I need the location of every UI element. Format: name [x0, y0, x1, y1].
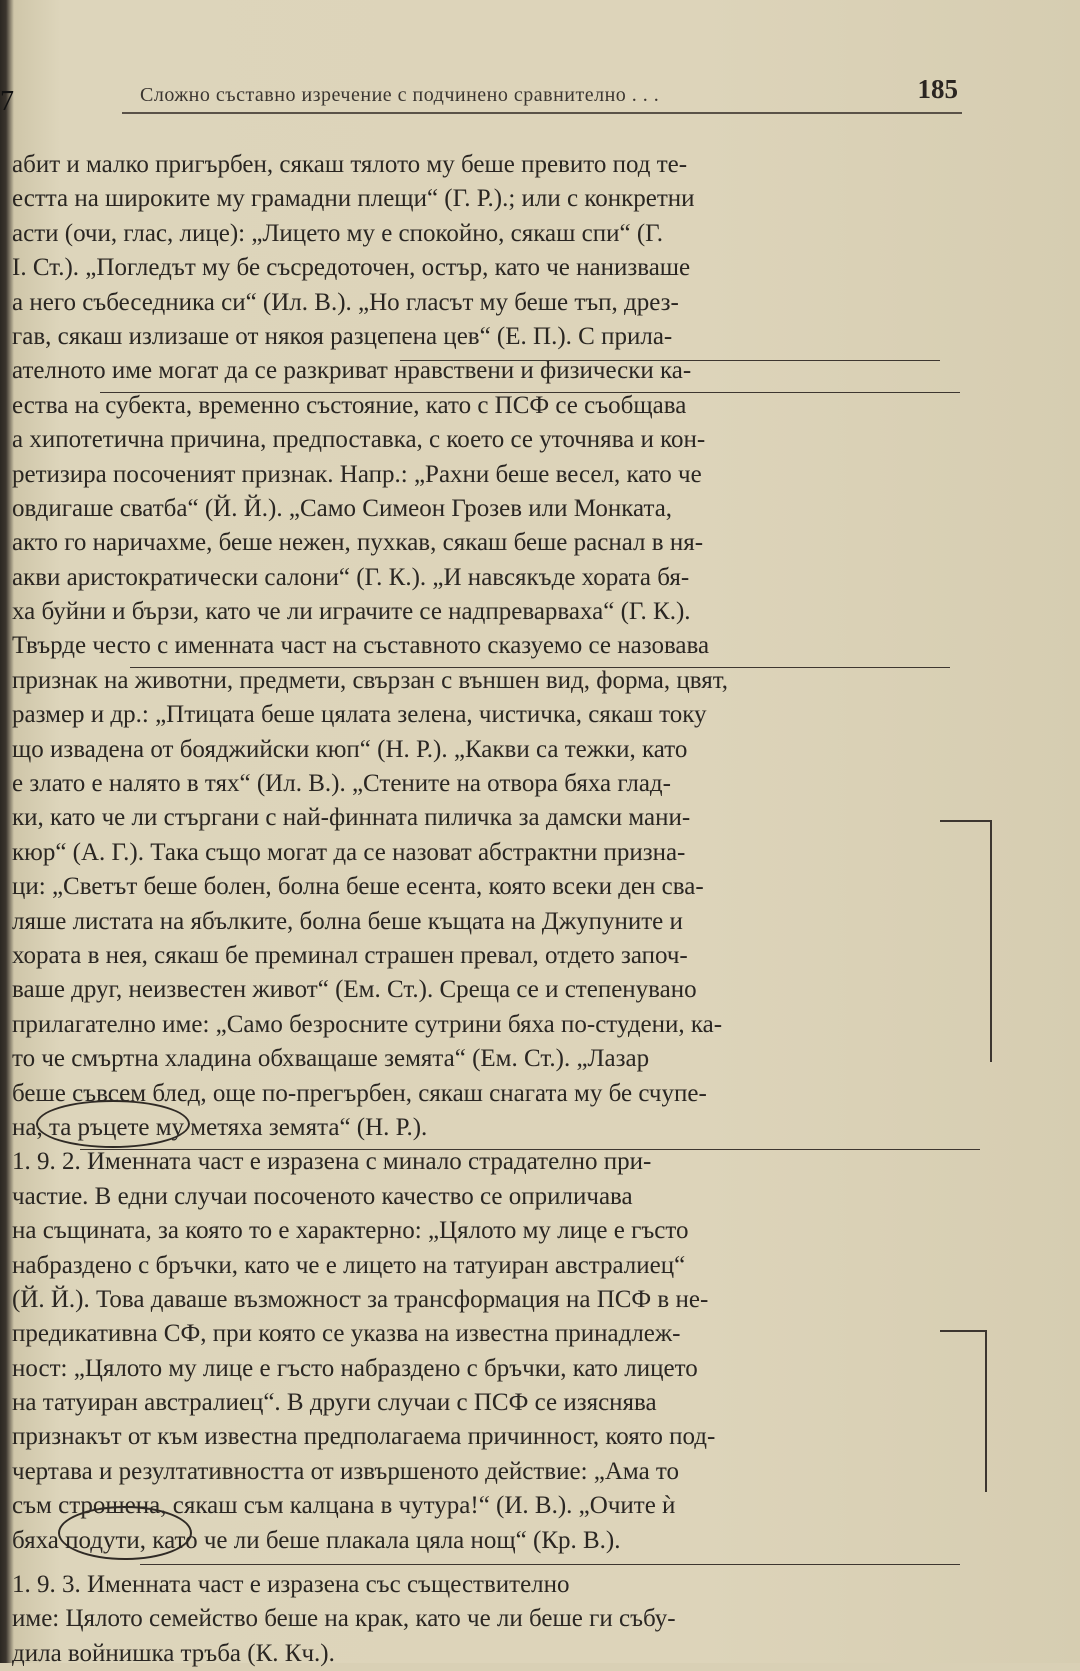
- text-line: е злато е налято в тях“ (Ил. В.). „Стените на отвора бяха глад-: [12, 770, 671, 798]
- running-title: Сложно съставно изречение с подчинено сравнително . . .: [140, 84, 660, 106]
- pencil-bracket-1: [940, 820, 992, 1062]
- text-line: предикативна СФ, при която се указва на известна принадлеж-: [12, 1320, 681, 1348]
- text-line: а хипотетична причина, предпоставка, с което се уточнява и кон-: [12, 426, 706, 454]
- text-line: признакът от към известна предполагаема причинност, която под-: [12, 1423, 716, 1451]
- text-line: а него събеседника си“ (Ил. В.). „Но гласът му беше тъп, дрез-: [12, 288, 679, 316]
- text-line: съм строшена, сякаш съм калцана в чутура!“ (И. В.). „Очите ѝ: [12, 1492, 676, 1520]
- spine-margin-mark: 7: [0, 86, 14, 117]
- text-line: то че смъртна хладина обхващаше земята“ (Ем. Ст.). „Лазар: [12, 1045, 650, 1073]
- text-line: асти (очи, глас, лице): „Лицето му е спокойно, сякаш спи“ (Г.: [12, 219, 664, 247]
- text-line: признак на животни, предмети, свързан с външен вид, форма, цвят,: [12, 666, 728, 694]
- text-line: що извадена от бояджийски кюп“ (Н. Р.). „Какви са тежки, като: [12, 735, 688, 763]
- page-number: 185: [917, 74, 958, 104]
- text-line: Твърде често с именната част на съставното сказуемо се назовава: [12, 632, 710, 660]
- text-line: ност: „Цялото му лице е гъсто набраздено с бръчки, като лицето: [12, 1354, 698, 1382]
- text-line: ваше друг, неизвестен живот“ (Ем. Ст.). Среща се и степенувано: [12, 976, 697, 1004]
- text-line: гав, сякаш излизаше от някоя разцепена цев“ (Е. П.). С прила-: [12, 322, 673, 350]
- pencil-circle-1-9-2: [36, 1100, 190, 1148]
- text-line: ретизира посоченият признак. Напр.: „Рахни беше весел, като че: [12, 460, 702, 488]
- text-line: кюр“ (А. Г.). Така също могат да се назоват абстрактни призна-: [12, 838, 686, 866]
- text-line: I. Ст.). „Погледът му бе съсредоточен, остър, като че нанизваше: [12, 254, 691, 282]
- pencil-underline: [100, 392, 960, 393]
- text-line: набраздено с бръчки, като че е лицето на татуиран австралиец“: [12, 1251, 686, 1279]
- text-line: прилагателно име: „Само безросните сутрини бяха по-студени, ка-: [12, 1010, 723, 1038]
- pencil-underline: [140, 1564, 960, 1565]
- text-line: ха буйни и бързи, като че ли играчите се надпреварваха“ (Г. К.).: [12, 598, 691, 626]
- text-line: на татуиран австралиец“. В други случаи с ПСФ се изяснява: [12, 1389, 657, 1417]
- pencil-underline: [80, 1149, 980, 1150]
- body-text: [12, 148, 978, 1671]
- text-line: размер и др.: „Птицата беше цялата зелена, чистичка, сякаш току: [12, 701, 707, 729]
- text-line: абит и малко пригърбен, сякаш тялото му беше превито под те-: [12, 151, 688, 178]
- text-line: бяха подути, като че ли беше плакала цяла нощ“ (Кр. В.).: [12, 1526, 621, 1554]
- text-line: ателното име могат да се разкриват нравствени и физически ка-: [12, 357, 692, 385]
- text-line: хората в нея, сякаш бе преминал страшен превал, отдето започ-: [12, 941, 688, 969]
- pencil-underline: [130, 667, 950, 668]
- section-heading-1-9-3: 1. 9. 3. Именната част е изразена със съществително: [12, 1571, 570, 1599]
- text-line: овдигаше сватба“ (Й. Й.). „Само Симеон Грозев или Монката,: [12, 494, 673, 522]
- text-line: ляше листата на ябълките, болна беше къщата на Джупуните и: [12, 907, 683, 935]
- text-line: ества на субекта, временно състояние, като с ПСФ се съобщава: [12, 391, 687, 419]
- page-header: [140, 74, 960, 114]
- header-rule: [122, 112, 962, 114]
- text-line: име: Цялото семейство беше на крак, като че ли беше ги събу-: [12, 1605, 676, 1633]
- text-line: на, та ръцете му метяха земята“ (Н. Р.).: [12, 1113, 428, 1141]
- text-line: беше съвсем блед, още по-прегърбен, сякаш снагата му бе счупе-: [12, 1079, 707, 1107]
- pencil-underline: [400, 360, 940, 361]
- text-line: акто го наричахме, беше нежен, пухкав, сякаш беше раснал в ня-: [12, 529, 704, 557]
- pencil-bracket-2: [940, 1330, 987, 1492]
- text-line: дила войнишка тръба (К. Кч.).: [12, 1639, 335, 1667]
- text-line: на същината, за която то е характерно: „Цялото му лице е гъсто: [12, 1217, 689, 1245]
- text-line: чертава и резултативността от извършеното действие: „Ама то: [12, 1457, 680, 1485]
- text-line: (Й. Й.). Това даваше възможност за трансформация на ПСФ в не-: [12, 1285, 709, 1313]
- pencil-circle-1-9-3: [58, 1506, 192, 1560]
- section-heading-1-9-2: 1. 9. 2. Именната част е изразена с минало страдателно при-: [12, 1148, 652, 1176]
- text-line: естта на широките му грамадни плещи“ (Г. Р.).; или с конкретни: [12, 185, 695, 213]
- text-line: частие. В едни случаи посоченото качество се оприличава: [12, 1182, 633, 1210]
- text-line: ци: „Светът беше болен, болна беше есента, която всеки ден сва-: [12, 873, 704, 901]
- text-line: ки, като че ли стъргани с най-финната пиличка за дамски мани-: [12, 804, 691, 832]
- text-line: акви аристократически салони“ (Г. К.). „И навсякъде хората бя-: [12, 563, 690, 591]
